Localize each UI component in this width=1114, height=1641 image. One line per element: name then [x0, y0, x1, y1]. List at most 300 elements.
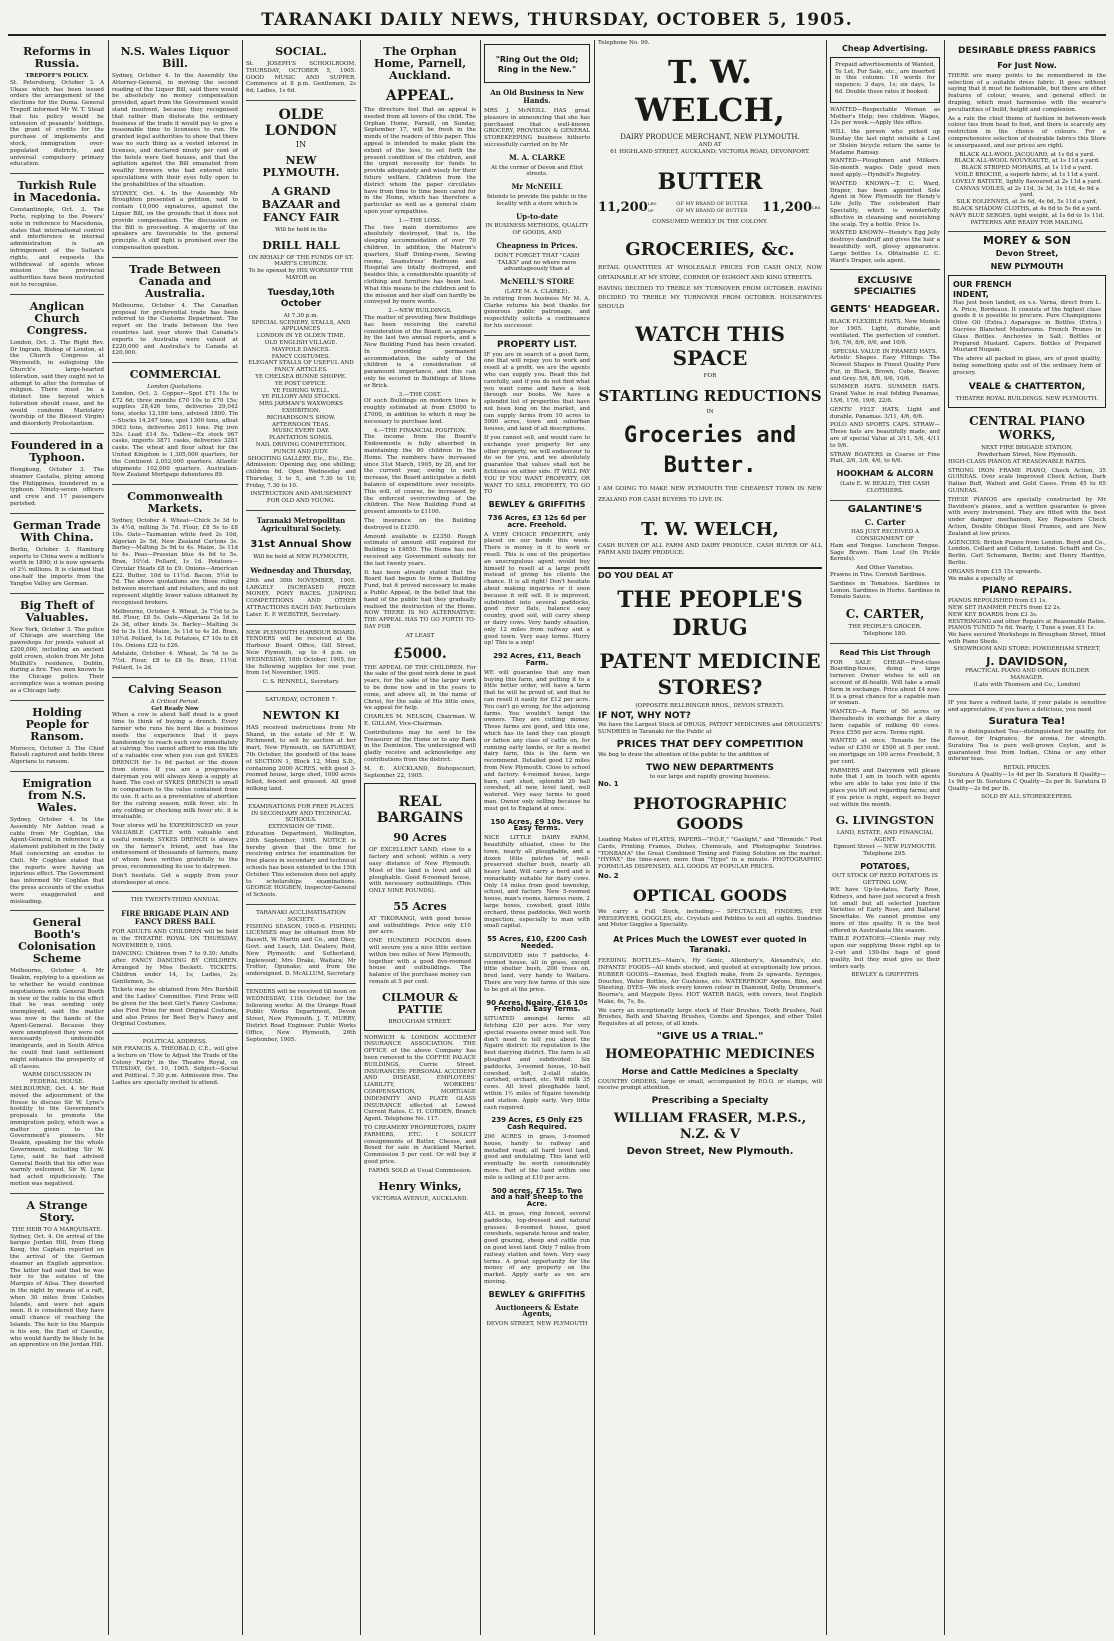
headline: Emigration from N.S. Wales.	[22, 777, 92, 814]
ad-headline: M. A. CLARKE	[508, 152, 566, 162]
department-number: No. 2	[598, 871, 619, 880]
fabric-item: NAVY BLUE SERGES, light weight, at 1s 6d to 1s 11d.	[949, 212, 1105, 219]
ad-text: DON'T FORGET THAT "CASH TALKS" and no where more advantageously than at	[494, 252, 580, 273]
divider	[10, 294, 104, 295]
article-text: AT LEAST	[405, 632, 435, 639]
ad-headline: NEW PLYMOUTH.	[262, 153, 340, 179]
ad-headline: CILMOUR & PATTIE	[382, 990, 458, 1016]
subheadline: A Critical Period.	[150, 698, 200, 705]
ad-text: RETAIL QUANTITIES AT WHOLESALE PRICES FOR CASH ONLY, NOW OBTAINABLE AT MY STORE, CORNER OF EGMONT AND KING STREETS.	[598, 264, 822, 281]
article-text: Constantinople, Oct. 3. The Porte, replying to the Powers' note in reference to Macedonia, states that international control and interference in internal administration is an infringement of the Sultan's rights, and requests the withdrawal of agents whose mission the provincial authorities have been instructed not to recognise.	[10, 207, 104, 288]
listing-text: WE will guarantee that any man buying this farm, and putting it to a little better order, will have a farm that he will be proud of, and that he can resell it easily for £12 per acre. You can't go wrong, for the adjoining farms. You wouldn't tempt the owners. They are cutting money. These farms are good, and this one, which has its land they can plough or fatten any class of cattle on, for running early lambs, or for a model dairy farm, this is the farm we recommend. Detailed good 12 miles from New Plymouth. Close to school and factory. 4-roomed house, large barn, cart shed, splendid 20 ball cowshed, all new, level land, well watered. Very easy terms to good man. Owner only selling because he must get to England at once.	[484, 669, 590, 812]
ad-headline: Henry Winks,	[378, 1179, 462, 1193]
article-text: Sydney, October 4. In the Assembly Mr Ashton read a cable from Mr Coghlan, the Agent-General, in reference to a statement published in the Daily Mail concerning an exodus to Chili. Mr Coghlan stated that the reports were having an injurious effect. The Government has informed Mr Coghlan that the press accounts of the exodus were exaggerated and misleading.	[10, 817, 104, 905]
weight-caption-line: OF MY BRAND OF BUTTER	[676, 208, 748, 215]
ad-headline: C. Carter	[864, 517, 906, 528]
ad-text: Will be held in the	[275, 226, 327, 233]
ad-text: OF EXCELLENT LAND, close to a factory and school; within a very easy distance of New Plymouth. Most of the land is level and all ploughable. Good 6-roomed house, with necessary outbuildings. (This ONLY NINE POUNDS).	[369, 847, 471, 895]
divider	[112, 257, 238, 258]
ad-headline: POTATOES,	[860, 861, 910, 871]
headline: N.S. Wales Liquor Bill.	[120, 45, 230, 70]
listing-headline: 292 Acres, £11, Beach Farm.	[493, 652, 581, 667]
ad-text: In retiring from business Mr M. A. Clarke returns his best thanks for generous public patronage, and respectfully solicits a continuance for his successor.	[484, 295, 590, 329]
article-text: MELBOURNE, Oct. 4. Mr Reid moved the adjournment of the House to discuss Sir W. Lyne's hostility to the Government's proposals to promote the immigration policy, which was a matter given to the Government's pioneers. Mr Deakin, speaking for the whole Government, including Sir W. Lyne, said he had advised General Booth that his offer was warmly welcomed. Sir W. Lyne had acted injudiciously. The motion was negatived.	[10, 1085, 104, 1188]
ad-text: (LATE M. A. CLARKE).	[504, 288, 570, 295]
ad-headline: Prescribing a Specialty	[651, 1096, 769, 1107]
ad-headline: Auctioneers & Estate Agents,	[495, 1302, 579, 1319]
ad-text: PATTERNS ARE READY FOR MAILING.	[970, 219, 1084, 226]
attraction-item: OLD ENGLISH VILLAGE.	[264, 339, 338, 346]
divider	[10, 513, 104, 514]
classified-ad: WANTED—A Farm of 50 acres or thereabouts in exchange for a dairy farm capable of milking 60 cows. Price £550 per acre. Terms right.	[830, 709, 940, 736]
weight-unit: LBS. OF	[647, 201, 658, 214]
subheadline: 1.—THE LOSS.	[398, 217, 442, 224]
ad-headline: TWO NEW DEPARTMENTS	[646, 762, 774, 773]
ad-headline: "Ring Out the Old; Ring in the New."	[495, 55, 579, 74]
ad-text: LAND, ESTATE, AND FINANCIAL AGENT.	[836, 830, 934, 844]
headline: COMMERCIAL	[129, 368, 221, 382]
attraction-item: YE POST OFFICE.	[275, 380, 327, 387]
ad-text: OUT STOCK OF REED POTATOES IS GETTING LOW.	[832, 873, 938, 887]
ad-headline: A GRAND BAZAAR and FANCY FAIR	[261, 184, 341, 224]
ad-headline: 55 Acres	[393, 899, 447, 913]
ad-headline: Read This List Through	[839, 648, 931, 657]
article-text: Hongkong, October 3. The steamer Castalia, plying among the Philippines, foundered in a typhoon. Ninety-seven officers and crew and 17 passengers perished.	[10, 467, 104, 508]
ad-text: Prawns in Tins. Cornish Sardines.	[830, 572, 927, 579]
ad-text: AT TIKORANGI, with good house and outbuildings. Price only £10 per acre.	[369, 915, 471, 936]
ad-text: IN BUSINESS METHODS, QUALITY OF GOODS, AND	[485, 223, 589, 237]
ad-text: Sardines in Tomatoes. Sardines in Lemon. Sardines in Herbs. Sardines in Tomato Sauce.	[830, 580, 940, 601]
ad-text: It is a distinguished Tea—distinguished for quality, for flavour, for fragrance, for aroma, for strength. Suratura Tea is pure well-grown Ceylon, and is guaranteed free from Indian, China or any other inferior teas.	[948, 729, 1106, 763]
ad-headline: FIRE BRIGADE PLAIN AND FANCY DRESS BALL	[121, 909, 229, 927]
divider	[246, 691, 356, 692]
subheadline: Get Ready Now	[151, 705, 199, 712]
fabric-item: BLACK ALL-WOOL JACQUARD, at 1s 6d a yard.	[959, 151, 1095, 158]
ad-text: Powderham Street, New Plymouth.	[977, 452, 1077, 459]
listing-headline: 239 Acres, £5 Only £25 Cash Required.	[491, 1116, 583, 1132]
ad-text: We have the Largest Stock of DRUGS, PATENT MEDICINES and DRUGGISTS' SUNDRIES in Taranaki for the Public at	[598, 722, 822, 736]
article-text: THE APPEAL OF THE CHILDREN. For the sake of the good work done in past years, for the sake of the larger work to be done now and in the years to come, and above all, in the name of Christ, for the sake of His little ones, we appeal for help.	[364, 664, 476, 712]
ad-text: NEW PLYMOUTH HARBOUR BOARD. TENDERS will be received at the Harbour Board Office, Gill Street, New Plymouth, up to 4 p.m. on WEDNESDAY, 18th October, 1905, for the following supplies for one year, from 1st November, 1905.	[246, 629, 356, 677]
ad-text: FISHING SEASON, 1905-6. FISHING LICENSES may be obtained from Mr Bassett, W. Martin and Co., and Okey, Govt. and Leach, Ltd. Dealers; Reid, New Plymouth; and Sutherland, Inglewood; Mrs Drake, Waitara; Mr Trotter, Opunake; and from the undersigned. D. McALLUM, Secretary.	[246, 923, 356, 978]
masthead-rule	[8, 34, 1106, 36]
fabric-item: VOILE BROCHE, a superb fabric, at 1s 11d a yard.	[954, 171, 1100, 178]
subheadline: 4.—THE FINANCIAL POSITION.	[373, 427, 467, 434]
article-text: Contributions may be sent to the Treasurer of the Home or to any Bank in the Dominion. The undersigned will gladly receive and acknowledge any contributions from the district.	[364, 729, 476, 763]
classified-ad: WANTED—Ploughmen and Milkers. Six-month wages. Only good men need apply.—Hyndell's Registry.	[830, 158, 940, 178]
fabric-item: SILK EOLIENNES, at 3s 6d, 4s 6d, 5s 11d a yard.	[956, 199, 1098, 206]
ad-headline: T. W. WELCH,	[635, 52, 785, 129]
article-text: It has been already stated that the Board had begun to form a Building Fund, but it proved necessary to make a Public Appeal, in the belief that the hand of the public had they gradually realised the destruction of the Home. NOW THERE IS NO ALTERNATIVE: THE APPEAL HAS TO GO FORTH TO-DAY FOR	[364, 569, 476, 630]
ad-headline: Cheap Advertising.	[842, 44, 928, 53]
article-text: London, Oct. 3. The Right Rev. Dr Ingram, Bishop of London, at the Church Congress at Weymouth, in eulogising the Church's large-hearted toleration, said they ought not to attempt to alter the formulas of religion. There must be a distinct line beyond which toleration should cease, and he would condemn Mariolatry (worship of the Blessed Virgin) and disorderly Protestantism.	[10, 339, 104, 428]
listing-headline: 55 Acres, £10, £200 Cash Needed.	[487, 935, 587, 951]
butter-weight: 11,200	[762, 199, 812, 215]
article-text: M. E. AUCKLAND, Bishopscourt, September 22, 1905.	[364, 765, 476, 779]
attraction-item: ELEGANT STALLS OF USEFUL AND FANCY ARTICLES.	[248, 360, 354, 374]
listing-headline: 150 Acres, £9 10s. Very Easy Terms.	[490, 817, 584, 833]
ad-text: At 7.30 p.m.	[283, 312, 319, 319]
divider	[830, 500, 940, 501]
article-text: Sydney, October 4. Wheat—Chick 3s 3d to 3s 4½d, milling 3s 7d. Flour, £8 5s to £8 10s. Oats—Tasmanian white feed 2s 10d, Algerian 2s 5d, New Zealand Cartons 3s. Barley—Malting 3s 9d to 4s. Maize, 3s 11d to 4s. Peas—Prussian blue 4s 6d to 5s. Bran, 10½d. Pollard, 1s 1d. Potatoes—Circular Heads £8 to £9. Onions—American £22. Butter, 10d to 11½d. Bacon, 5½d to 7d. The above quotations are those ruling between merchant and retailers, and do not represent slightly lower values obtained by recognised brokers.	[112, 518, 238, 606]
ad-headline: WATCH THIS SPACE	[635, 321, 785, 370]
ad-text: AND AT	[698, 141, 722, 148]
ad-text: PIANOS REPOLISHED from £1 1s.	[948, 598, 1048, 605]
ad-text: to our large and rapidly growing business.	[649, 774, 771, 781]
ad-headline: STARTLING REDUCTIONS	[598, 386, 822, 405]
ad-text: Prepaid advertisements of Wanted, To Let, For Sale, etc., are inserted in this column: 16 words for sixpence; 3 days, 1s; six days, 1s 6d. Double these rates if booked.	[835, 61, 935, 95]
article-text: New York, October 3. The police of Chicago are searching the pawnshops for jewels valued at £200,000, including an ancient gold crown, stolen from Mr John Mullhill's residence, Dublin, during a fire. Two men known to the Chicago police. Their accomplice was a woman posing as a Chicago lady.	[10, 626, 104, 694]
ad-text: We have secured Workshops in Brougham Street, fitted with Piano Sheds.	[948, 632, 1106, 645]
ad-headline: CENTRAL PIANO WORKS,	[969, 414, 1085, 443]
ad-text: I AM GOING TO MAKE NEW PLYMOUTH THE CHEAPEST TOWN IN NEW ZEALAND FOR CASH BUYERS TO LIVE IN.	[598, 486, 822, 504]
ad-text: Intends to provide the public in the locality with a store which is	[486, 193, 588, 207]
attraction-item: LONDON IN YE OLDEN TIME.	[256, 333, 346, 340]
ad-text: SHOWROOM AND STORE: POWDERHAM STREET,	[953, 645, 1101, 652]
ad-text: TABLE POTATOES—Clients may rely upon our supplying these right up to 2-cwt and 150-lbs bags of good quality, but they must give us their orders early.	[830, 936, 940, 970]
ad-text: Ham and Tongue. Luncheon Tongue. Sage Brawn. Ham Loaf (In Pickle Kernels).	[830, 542, 940, 563]
ad-text: FARMS SOLD at Usual Commission.	[368, 1167, 472, 1174]
listing-headline: 736 Acres, £3 12s 6d per acre. Freehold.	[487, 514, 587, 529]
masthead: TARANAKI DAILY NEWS, THURSDAY, OCTOBER 5, 1905.	[261, 10, 853, 30]
article-text: The income from the Board's Endowments is fully absorbed in maintaining the 80 children in the Home. The numbers have increased since 31st March, 1905, by 28, and for the current year, owing to such increase, the Board anticipates a debit balance of expenditure over receipts. This will, of course, be increased by the enforced overcrowding of the children. The New Building Fund at present amounts to £1100.	[364, 434, 476, 516]
divider	[10, 593, 104, 594]
column-divider	[480, 40, 481, 1635]
ad-text: HIGH-CLASS PIANOS AT REASONABLE RATES.	[948, 458, 1087, 465]
ad-headline: An Old Business in New Hands.	[490, 88, 584, 105]
divider	[10, 910, 104, 911]
article-text: Melbourne, October 4. Wheat, 3s 7½d to 3s 8d. Flour, £8 5s. Oats—Algerians 2s 1d to 2s 3d, other kinds 3s. Barley—Malting 3s 9d to 3s 11d. Maize, 3s 11d to 4s 2d. Bran, 10½d. Pollard, 1s 1d. Potatoes, £7 10s to £8 10s. Onions £22 to £26.	[112, 608, 238, 649]
column-welch-drug	[598, 40, 822, 1635]
ad-text: St. JOSEPH'S SCHOOLROOM, THURSDAY, OCTOBER 5, 1905. GOOD MUSIC AND SUPPER. Commence at 8 p.m. Gentlemen, 2s 6d; Ladies, 1s 6d.	[246, 61, 356, 95]
butter-weight: 11,200	[598, 199, 648, 215]
ad-text: IN	[706, 408, 714, 415]
ad-text: As a rule the chief theme of fashion in between-week colour ties from head to foot, and there is scarcely any restriction in the choice of colours. For a comprehensive selection of desirable fabrics this Store is unsurpassed, and our prices are right.	[948, 115, 1106, 149]
ad-text: Education Department, Wellington, 29th September, 1905. NOTICE is hereby given that the time for receiving entries for examination for free places in secondary and technical schools has been extended to the 15th October. This extension does not apply to scholarships examinations. GEORGE HOGBEN, Inspector-General of Schools.	[246, 830, 356, 899]
column-retail-ads	[948, 40, 1106, 1635]
ad-text: TARANAKI ACCLIMATISATION SOCIETY.	[256, 909, 346, 923]
divider	[246, 904, 356, 905]
headline: German Trade With China.	[13, 518, 101, 544]
ad-text: THEATRE ROYAL BUILDINGS. NEW PLYMOUTH.	[955, 396, 1099, 403]
divider	[10, 433, 104, 434]
ad-headline: SOCIAL.	[275, 45, 327, 58]
column-classifieds	[830, 40, 940, 1635]
ad-text: PRACTICAL PIANO AND ORGAN BUILDER MANAGER.	[964, 668, 1090, 682]
ad-headline: BUTTER	[657, 169, 763, 196]
ad-text: DAIRY PRODUCE MERCHANT, NEW PLYMOUTH.	[620, 132, 800, 141]
ad-text: SATURDAY, OCTOBER 7.	[265, 697, 337, 704]
department-number: No. 1	[598, 780, 619, 789]
article-text: Melbourne, October 4. The Canadian proposal for preferential trade has been referred to the Customs Department. The report on the trade between the two countries last year shows that Canada's exports to Australia were valued at £220,000 and Australia's to Canada at £20,000.	[112, 302, 238, 357]
classified-ad: WANTED at once. Tenants for the value of £350 or £500 at 5 per cent. on mortgage on 100 acres Freehold, 5 per cent.	[830, 738, 940, 765]
attraction-item: SPECIAL SCENERY, STALLS, AND APPLIANCES	[251, 319, 351, 333]
attraction-item: PUNCH AND JUDY.	[273, 448, 329, 455]
ad-headline: Suratura Tea!	[988, 716, 1066, 728]
article-text: CHARLES M. NELSON, Chairman. W. E. GILLAM, Vice-Chairman.	[364, 714, 476, 727]
ad-text: SOLD BY ALL STOREKEEPERS.	[981, 794, 1073, 801]
classified-ad: FOR SALE CHEAP.—First-class Boarding-house, doing a large turnover. Owner wishes to sell on account of ill-health. Will take a small farm in exchange. Price about £4 now. It is a great chance for a capable man or woman.	[830, 659, 940, 707]
ad-text: VICTORIA AVENUE, AUCKLAND.	[371, 1195, 469, 1202]
ad-text: NEXT FIRE BRIGADE STATION,	[981, 445, 1073, 452]
headline: Trade Between Canada and Australia.	[129, 262, 221, 300]
ad-text: To be opened by HIS WORSHIP THE MAYOR on	[248, 268, 354, 281]
column-divider	[594, 40, 595, 1635]
column-orphan-home	[364, 40, 476, 1635]
ad-box	[364, 783, 476, 1030]
ad-text: MR FRANCIS A. THEOBALD, C.E., will give a lecture on 'How to Adjust the Trade of the Colony Fairly' in the Theatre Royal, on TUESDAY, Oct. 10, 1905. Subject—Social and Political. 7.30 p.m. Admission free. The Ladies are specially invited to attend.	[112, 1046, 238, 1087]
ad-headline: REAL BARGAINS	[376, 794, 464, 827]
fabric-item: LOVELY BATISTE, lightly flavoured at 2s 11d a yard.	[951, 178, 1103, 185]
fabric-item: CANVAS VOILES, at 2s 11d, 3s 3d, 3s 11d, 4s 9d a yard.	[955, 185, 1099, 199]
article-text: Sydney, October 4. In the Assembly the Attorney-General, in moving the second reading of the Liquor Bill, said there would be absolutely no money compensation provided, apart from the Government would stand insolvent, because they recognised that rather than dislocate the ordinary business of the trade it would pay to give a reasonable time to licensees to run. He granted legal authorities to show that there was no such thing as a vested interest in licenses, and declared ninety per cent of the hotels were tied houses, and that the agitation against the Bill emanated from wealthy brewers who had entered into speculations with their eyes fully open to the probabilities of the situation.	[112, 73, 238, 188]
ad-text: Egmont Street — NEW PLYMOUTH. Telephone 295.	[833, 843, 937, 857]
ad-text: Has just been landed, ex s.s. Varna, direct from L. A. Price, Bordeaux. It consists of the highest class goods it is possible to procure. Pure Champignons Olive Oil (Extra.) Asparagus in Bottles (Extra.) Sucrées Blanched Mushrooms. French Prunes in Glass Bottles. Anchovies in Salt. Bottles of Prepared Mustard. Capers. Bottles of Prepared Mustard Nugain.	[953, 299, 1101, 354]
ad-headline: McNEILL'S STORE	[499, 277, 574, 287]
appeal-amount: £5000.	[393, 645, 447, 662]
ad-text: 61 HIGHLAND STREET, AUCKLAND; VICTORIA ROAD, DEVONPORT.	[610, 148, 810, 155]
ad-text: IF you are in search of a good farm, one that will repay you to work and resell at a profit, we are the agents who can supply you. Read this list carefully, and if you do not find what you want come and have a look through our books. We have a splendid list of properties that have not been long on the market, and can supply farms from 10 acres to 5000 acres, town and suburban houses, and land of all descriptions.	[484, 351, 590, 433]
ad-headline: POLITICAL ADDRESS.	[142, 1039, 208, 1046]
weight-caption-line: OF MY BRAND OF BUTTER	[676, 201, 748, 208]
ad-text: Artistic Shapes. Easy Fittings. The Newest Shapes in Finest Quality Pure Fur, in Black, Brown, Cube, Beaver, and Grey. 5/6, 8/6, 9/6, 10/6.	[830, 355, 940, 382]
ad-text: (Late E. W. BEALE), THE CASH CLOTHIERS.	[840, 481, 930, 494]
divider	[112, 484, 238, 485]
divider	[112, 677, 238, 678]
headline: The Orphan Home, Parnell, Auckland.	[373, 45, 467, 82]
ad-headline: T. W. WELCH,	[641, 519, 779, 541]
ad-text: STRAW BOATERS in Coarse or Fine Plait, 2/6, 3/6, 4/6, to 6/6.	[830, 451, 940, 465]
ad-text: ONE HUNDRED POUNDS down will secure you a nice little section within two miles of New Plymouth, together with a good five-roomed house and outbuildings. The balance of the purchase money can remain at 5 per cent.	[369, 938, 471, 986]
fabric-item: BLACK ALL-WOOL NOUVEAUTE, at 1s 11d a yard.	[954, 158, 1100, 165]
attraction-item: YE FISHING WELL.	[272, 387, 330, 394]
ad-text: FOR	[703, 372, 717, 379]
divider	[830, 643, 940, 644]
ad-text: 29th and 30th NOVEMBER, 1905. LARGELY INCREASED PRIZE MONEY. PONY RACES. JUMPING COMPETITIONS AND OTHER ATTRACTIONS EACH DAY. Particulars Later. E. P. WEBSTER, Secretary.	[246, 577, 356, 618]
article-text: SYDNEY, Oct. 4. In the Assembly Mr Broughton presented a petition, said to contain 10,000 signatures, against the Liquor Bill, on the grounds that it does not provide compensation. The discussion on the Bill is proceeding. A majority of the speakers are favourable to the general principle. A stiff fight is promised over the compensation question.	[112, 190, 238, 251]
classified-ad: WANTED—Respectable Woman as Mother's Help; two children. Wages, 12s per week.—Apply this office.	[830, 106, 940, 127]
ad-headline: 90 Acres	[393, 831, 447, 845]
ad-text: Tickets may be obtained from Mrs Burkhill and the Ladies' Committee. First Prize will be given for the best Girl's Fancy Costume; also First Prize for most Original Costume, and also Prizes for Best Boy's Fancy and Original Costumes.	[112, 987, 238, 1028]
ad-headline: C. CARTER,	[845, 607, 925, 622]
ad-headline: For Just Now.	[997, 61, 1057, 70]
subheadline: TREPOFF'S POLICY.	[25, 73, 89, 79]
divider	[246, 510, 356, 511]
headline: A Strange Story.	[26, 1198, 88, 1224]
ad-text: INSTRUCTION AND AMUSEMENT FOR OLD AND YOUNG.	[250, 491, 352, 505]
headline: Big Theft of Valuables.	[20, 598, 94, 624]
ad-headline: Mr McNEILL	[511, 182, 563, 192]
column-property	[484, 40, 590, 1635]
ad-headline: OPTICAL GOODS	[632, 885, 788, 905]
article-text: The matter of providing New Buildings has been receiving the careful consideration of the Board, as appears by the last two annual reports, and a New Building Fund has been created. In providing permanent accommodation, the safety of the children is a consideration of paramount importance, and this can only be secured in Buildings of Stone or Brick.	[364, 314, 476, 389]
ad-text: STRONG IRON FRAME PIANO, Check Action, 35 GUINEAS. Over scale Improved Check Action, Dark Italian Buff, Walnut and Gold Cases. From 45 to 65 GUINEAS.	[948, 467, 1106, 495]
attraction-item: RICHARDSON'S SHOW.	[266, 414, 336, 421]
divider	[246, 983, 356, 984]
ad-text: Leading Makes of PLATES, PAPERS—"P.O.P.," "Gaslight," and "Bromide." Post Cards, Printing Frames, Dishes, Chemicals, and Photographic Sundries. "TONBANA" the Great Combined Toning and Fixing Solution on the market. "HYPAX" the time-saver, more than "Hypo" in a minute. PHOTOGRAPHIC FORMULAS DISPENSED. ALL GOODS AT POPULAR PRICES.	[598, 836, 822, 871]
ad-text: WE have Up-to-dates, Early Rose, Kidneys, and have just secured a fresh lot small but all selected Junction Varieties of Early Rose, and Ballarat Snowflake. We cannot promise any more of this quality. It is the best offered in Australasia this season.	[830, 886, 940, 934]
ad-text: And Other Varieties.	[856, 565, 914, 572]
column-commercial	[112, 40, 238, 1635]
ad-text: THESE PIANOS are specially constructed by Mr Davidson's pianos, and a written guarantee is given with every instrument. They are fitted with the best under damper mechanism, Key Repeaters Check Action, Double Oblique Steel Frames, and are New Zealand at low prices.	[948, 496, 1106, 537]
ad-text: CONSUMED WEEKLY IN THE COLONY.	[652, 218, 768, 225]
article-text: Amount available is £2350. Rough estimate of amount still required for Building is £4650. The Home has not received any Government subsidy for the last twenty years.	[364, 533, 476, 567]
ad-text: Suratura A Quality—1s 4d per lb. Suratura B Quality—1s 9d per lb. Suratura C Quality—2s per lb. Suratura D Quality—2s 6d per lb.	[948, 771, 1106, 792]
listing-text: A VERY CHOICE PROPERTY, only placed on our hands this week. There is money in it to work or resell. This is one of the properties an unscrupulous agent would buy himself to resell at a large profit instead of giving his clients the chance. It is all right! Don't hesitate about making inquiries or it soon because it will sell. It is improved, subdivided into several paddocks, good river flats, balance easy country, good soil, will carry sheep or dairy cows. Very handy situation, only 12 miles from railway and a good town. Very easy terms. Hurry up! This is a snip!	[484, 531, 590, 647]
ad-text: We carry an exceptionally large stock of Hair Brushes, Tooth Brushes, Nail Brushes, Bath and Shaving Brushes, Combs and Sponges, and other Toilet Requisites at all prices, of all kinds.	[598, 1007, 822, 1028]
divider	[948, 231, 1106, 232]
attraction-item: YE CHELSEA BUNNE SHOPPE.	[255, 373, 347, 380]
divider	[484, 335, 590, 336]
headline: APPEAL.	[385, 88, 455, 104]
ad-box	[948, 275, 1106, 409]
ad-text: HAVING DECIDED TO TREBLE MY TURNOVER FROM OCTOBER. HAVING DECIDED TO TREBLE MY TURNOVER FROM OCTOBER. HOUSEWIVES SHOULD	[598, 285, 822, 310]
ad-headline: DO YOU DEAL AT	[598, 570, 674, 580]
divider	[246, 624, 356, 625]
ad-text: If you cannot sell, and would care to exchange your property for any other property, we will endeavour to do so for you, and we absolutely guarantee that values shall not be fictitious on either side. IT WILL PAY YOU IF YOU WANT PROPERTY, OR WANT TO SELL PROPERTY, TO GO TO	[484, 435, 590, 496]
ad-text: Telephone 180.	[863, 631, 907, 637]
ad-text: HAS received instructions from Mr Shand, in the estate of Mr F. W. Richmond, to sell by auction at her mart, New Plymouth, on SATURDAY, 7th October, the goodwill of the lease of SECTION 1, Block 12, Mimi S.D., containing 2000 ACRES, with good 3-roomed house, large shed, 1000 acres felled, fenced and grassed. All good milking land.	[246, 724, 356, 792]
divider	[598, 567, 822, 569]
subheadline: 3.—THE COST.	[398, 391, 442, 398]
ad-text: RESTRINGING and other Repairs at Reasonable Rates.	[948, 618, 1106, 625]
attraction-item: SHOOTING GALLERY. Etc., Etc., Etc.	[247, 455, 355, 462]
ad-headline: HOMEOPATHIC MEDICINES	[605, 1046, 815, 1062]
column-divider	[108, 40, 109, 1635]
headline: Anglican Church Congress.	[26, 299, 88, 337]
article-text: St. Petersburg, October 3. A Ukase which has been issued orders the arrangement of the elections for the Duma. General Trepoff informed Mr W. T. Stead that his policy would be extension of peasants' holdings, the grant of credits for the purchase of implements and stock, immigration over-populated districts, and universal compulsory primary education.	[10, 79, 104, 168]
ad-headline: PIANO REPAIRS.	[981, 585, 1073, 597]
ad-headline: Devon Street,	[995, 249, 1059, 259]
listing-headline: 500 acres, £7 15s. Two and a half Sheep to the Acre.	[490, 1186, 584, 1209]
article-text: Your stores will be EXPERIENCED on your VALUABLE CATTLE with valuable and useful remedy. SYKES DRENCH is always on the farmer's friend, and has the endorsement of thousands of farmers, many of whom have written gratefully to the press, recommending its use to dairymen.	[112, 823, 238, 870]
classified-ad: WANTED KNOWN—T. C. Ward, Draper, has been appointed Sole Agent in New Plymouth for Hendy's Life Jelly. The celebrated Hair Speciality, which is wonderfully effective in cleansing and nourishing the scalp. Try a bottle. Price 1s.	[830, 180, 940, 228]
article-text: Adelaide, October 4. Wheat, 3s 7d to 3s 7½d. Flour, £8 to £8 5s. Bran, 11½d. Pollard, 1s 2d.	[112, 651, 238, 671]
ad-headline: NEWTON KI	[262, 708, 340, 722]
ad-text: FEEDING BOTTLES—Mam's, Hy Genic, Allenbury's, Alexandra's, etc. INFANTS' FOODS—All kinds stocked, and quoted at exceptionally low prices. RUBBER GOODS—Enemas, best English make, from 2s upwards. Syringes, Douches, Water Bottles, Air Cushions, etc. WATERPROOF Aprons, Bibs, and Sheeting. DYES—We stock every known colour in Diamond, Dolly, Drummer's, Bourne's, and Maypole Dyes. HOT WATER BAGS, with covers, best English Make, 6s, 7s, 8s.	[598, 958, 822, 1005]
article-text: When a cow is about half dead is a good time to think of buying a drench. Every farmer who runs his herd like a business needs the experience that it pays handsomely to reach each cow immediately at calving. You cannot afford to risk the life of a valuable cow when you can get SYKES DRENCH for 1s 6d packet or the dozen from stores. If you are a progressive dairyman you will always keep a supply at hand. The cost of SYKES DRENCH is small in comparison to the value contained from its use. It acts as a preventative of abortion for the calving season, milk fever, etc. In any colding or chocking milk fever etc. it is invaluable.	[112, 712, 238, 821]
ad-headline: GROCERIES, &c.	[625, 238, 795, 260]
ad-text: C. S. RENNELL, Secretary.	[262, 679, 340, 686]
ad-text: EXAMINATIONS FOR FREE PLACES IN SECONDARY AND TECHNICAL SCHOOLS.	[248, 803, 354, 824]
column-divider	[242, 40, 243, 1635]
divider	[830, 269, 940, 270]
listing-text: NICE LITTLE DAIRY FARM, beautifully situated, close to the town, nearly all ploughable, and a dozen little patches of well-preserved shelter bush, nearly all heavy land. Will carry a herd and is remarkably suitable for dairy cows. Only 14 miles from good township, school, and factory. New 5-roomed house, man's rooms, harness room, 2 large boxes, cowshed, good little orchard, three paddocks. Well worth inspection, especially to man with small capital.	[484, 835, 590, 930]
article-text: The two main dormitories are absolutely destroyed, that is, the sleeping accommodation of over 70 children. In addition, the Matron's quarters, Staff Dining-room, Sewing rooms, Seamstress' Bedroom and Hospital are totally destroyed, and besides this, a considerable quantity of clothing and furniture has been lost. What this means to the children and to the mission and her staff can hardly be conveyed by mere words.	[364, 224, 476, 306]
attraction-item: NAIL DRIVING COMPETITION.	[255, 441, 347, 448]
divider	[10, 173, 104, 174]
ad-text: We make a specialty of	[948, 575, 1014, 582]
ad-text: We carry a Full Stock, including:— SPECTACLES, FINDERS, EYE PRESERVERS, GOGGLES, etc. Crystals and Pebbles to suit all sights. Sundries and Motor Goggles a Speciality.	[598, 908, 822, 929]
divider	[10, 771, 104, 772]
article-text: The directors feel that an appeal is needed from all lovers of the child. The Orphan Home, Parnell, on Sunday, September 17, will be fresh in the minds of the readers of this paper. This appeal is intended to make plain the extent of the loss, to set forth the present condition of the children, and the urgent necessity for funds to provide adequately and wisely for their future welfare. Children from the district whom the paper circulates have from time to time been cared for in the Home, which has therefore a particular as well as a general claim upon your sympathies.	[364, 107, 476, 215]
ad-text: NEW KEY BOARDS from £3 3s.	[948, 611, 1038, 618]
ad-text: We beg to draw the attention of the public to the addition of	[598, 751, 769, 758]
ad-headline: VEALE & CHATTERTON,	[968, 382, 1086, 393]
ad-text: FOR ADULTS AND CHILDREN will be held in the THEATRE ROYAL ON THURSDAY, NOVEMBER 9, 1905.	[112, 929, 238, 949]
article-text: The insurance on the Building destroyed is £1250.	[364, 518, 476, 531]
divider	[112, 362, 238, 363]
subheadline: WARM DISCUSSION IN FEDERAL HOUSE.	[22, 1072, 92, 1086]
ad-text: THE TWENTY-THIRD ANNUAL	[130, 897, 220, 904]
ad-headline: PROPERTY LIST.	[497, 339, 577, 350]
divider	[10, 1193, 104, 1194]
ad-text: EXTENSION OF TIME.	[268, 824, 334, 831]
ad-headline: Up-to-date	[516, 211, 558, 221]
column-divider	[826, 40, 827, 1635]
ad-text: MRS J. McNEILL HAS great pleasure in announcing that she has purchased that well-known GROCERY, PROVISION & GENERAL STOREKEEPING business hitherto successfully carried on by Mr	[484, 108, 590, 148]
attraction-item: AFTERNOON TEAS.	[272, 421, 330, 428]
ad-headline: Tuesday,10th October	[267, 287, 335, 309]
attraction-item: MAYPOLE DANCES.	[271, 346, 331, 353]
ad-text: SPECIAL VALUE IN FRAMED HATS.	[832, 348, 938, 355]
ad-text: ON BEHALF OF THE FUNDS OF ST. MARY'S CHURCH.	[248, 254, 354, 268]
ad-headline: BEWLEY & GRIFFITHS	[488, 500, 586, 510]
ad-text: NORWICH & LONDON ACCIDENT INSURANCE ASSOCIATION. THE OFFICE of the above Company has been removed to the COFFEE PALACE BUILDINGS, Currie Street. INSURANCES: PERSONAL ACCIDENT AND DISEASE, EMPLOYERS' LIABILITY, WORKERS' COMPENSATION, MORTGAGE INDEMNITY AND PLATE GLASS INSURANCE effected at Lowest Current Rates. C. H. CORDEN, Branch Agent. Telephone No. 117.	[364, 1034, 476, 1123]
fabric-item: BLACK STRIPED MOHAIRS, at 1s 11d a yard.	[961, 165, 1093, 172]
ad-text: SUMMER HATS. SUMMER HATS. Grand Value in real folding Panamas, 15/6, 17/6, 19/6, 22/6.	[830, 384, 940, 405]
listing-text: SITUATED amongst farms all fetching £20 per acre. For very special reasons owner must sell. You don't need to tell you about the Ngaire district: its reputation is the best dairying district. The farm is all ploughed and subdivided. Six paddocks, 3-roomed house, 10-bail cowshed, loft, 2-stall stable, cartshed, orchard, etc. Will milk 35 cows. All level ploughable land, within 1½ miles of Ngaire township and station. Apply early. Very little cash required.	[484, 1016, 590, 1111]
ad-headline: BEWLEY & GRIFFITHS	[488, 1289, 586, 1299]
ad-text: The above all packed in glass, are of good quality, being something quite out of the ordinary form of grocery.	[953, 356, 1101, 376]
ad-text: (OPPOSITE BELLRINGER BROS., DEVON STREET).	[635, 702, 785, 709]
listing-text: ALL in grass, ring fenced, several paddocks, top-dressed and natural grasses; 8-roomed house, good cowsheds, separate house and water, good grazing, sheep and cattle run on good level land. Only 7 miles from railway station and town. Very easy terms. A great opportunity for the money of any property on the market. Apply early as we are moving.	[484, 1210, 590, 1285]
ad-headline: OLDE LONDON	[265, 106, 337, 139]
ad-text: ORGANS from £15 15s upwards.	[948, 568, 1042, 575]
divider	[112, 891, 238, 892]
column-social-ads	[246, 40, 356, 1635]
ad-headline: DESIRABLE DRESS FABRICS	[958, 46, 1096, 56]
headline: Commonwealth Markets.	[127, 490, 223, 516]
column-divider	[944, 40, 945, 1635]
article-text: Berlin, October 3. Hamburg exports to China were a million's worth in 1890; it is now upwards of 2½ millions. It is claimed that one-half the imports from the Yangtse Valley are German.	[10, 546, 104, 587]
ad-text: TENDERS will be received till noon on WEDNESDAY, 11th October, for the following works: At the Orange Road Public Works Department, Devon Street, New Plymouth. J. T. MURRY, District Road Engineer. Public Works Office, New Plymouth, 26th September, 1905.	[246, 988, 356, 1043]
ad-text: CASH BUYER OF ALL FARM AND DAIRY PRODUCE. CASH BUYER OF ALL FARM AND DAIRY PRODUCE.	[598, 543, 822, 557]
headline: Turkish Rule in Macedonia.	[13, 179, 101, 205]
attraction-item: YE PILLORY AND STOCKS.	[261, 394, 341, 401]
ad-headline: EXCLUSIVE SPECIALTIES	[853, 276, 917, 298]
column-divider	[360, 40, 361, 1635]
divider	[948, 694, 1106, 695]
ad-text: DANCING: Children from 7 to 9.30; Adults after. FANCY DANCING BY CHILDREN. Arranged by Miss Beckett. TICKETS: Children under 14, 1s; Ladies, 2s; Gentlemen, 3s.	[112, 951, 238, 985]
article-text: Of such Buildings on modern lines is roughly estimated at from £5000 to £7000, in addition to which it may be necessary to purchase land.	[364, 398, 476, 425]
ad-headline: Taranaki Metropolitan Agricultural Society.	[256, 516, 346, 534]
headline: Holding People for Ransom.	[25, 705, 89, 743]
ad-headline: Devon Street, New Plymouth.	[626, 1146, 794, 1158]
ad-headline: PHOTOGRAPHIC GOODS	[633, 793, 787, 833]
headline: Calving Season	[128, 682, 222, 696]
ad-box	[484, 44, 590, 83]
ad-text: POLO AND SPORTS CAPS. STRAW—These hats are beautifully made, and are of special Value at 3/11, 5/6, 4/11 to 9/6.	[830, 422, 940, 449]
ad-text: HAS JUST RECEIVED A CONSIGNMENT OF	[850, 529, 920, 543]
ad-headline: Cheapness in Prices.	[496, 240, 578, 250]
ad-headline: J. DAVIDSON,	[986, 654, 1068, 668]
ad-text: IN	[295, 139, 307, 149]
subheadline: London Quotations.	[147, 384, 203, 391]
fabrics-list	[948, 152, 1106, 220]
ad-headline: Horse and Cattle Medicines a Specialty	[621, 1066, 799, 1076]
fabric-item: BLACK SHADOW CLOTHS, at 4s 6d to 5s 6d a yard.	[952, 205, 1102, 212]
divider	[246, 100, 356, 101]
ad-text: BLACK FLEXIBLE HATS, New Models for 1905. Light, durable, and ventilated. The perfection of comfort. 5/6, 7/6, 8/6, 9/6, and 10/6.	[830, 319, 940, 346]
listing-text: 200 ACRES in grass, 3-roomed house, handy to railway and metalled road; all hard level land, good and undulating. This land will eventually be worth considerably more. Part of the land within one mile is selling at £10 per acre.	[484, 1133, 590, 1181]
ad-headline: DRILL HALL	[262, 238, 340, 252]
headline: Foundered in a Typhoon.	[10, 439, 104, 465]
ad-headline: OUR FRENCH INDENT,	[953, 279, 1012, 299]
ad-headline: Groceries and Butter.	[623, 423, 797, 479]
ad-headline: At Prices Much the LOWEST ever quoted in Taranaki.	[613, 935, 807, 955]
ad-text: (Late with Thomson and Co., London)	[973, 681, 1081, 688]
